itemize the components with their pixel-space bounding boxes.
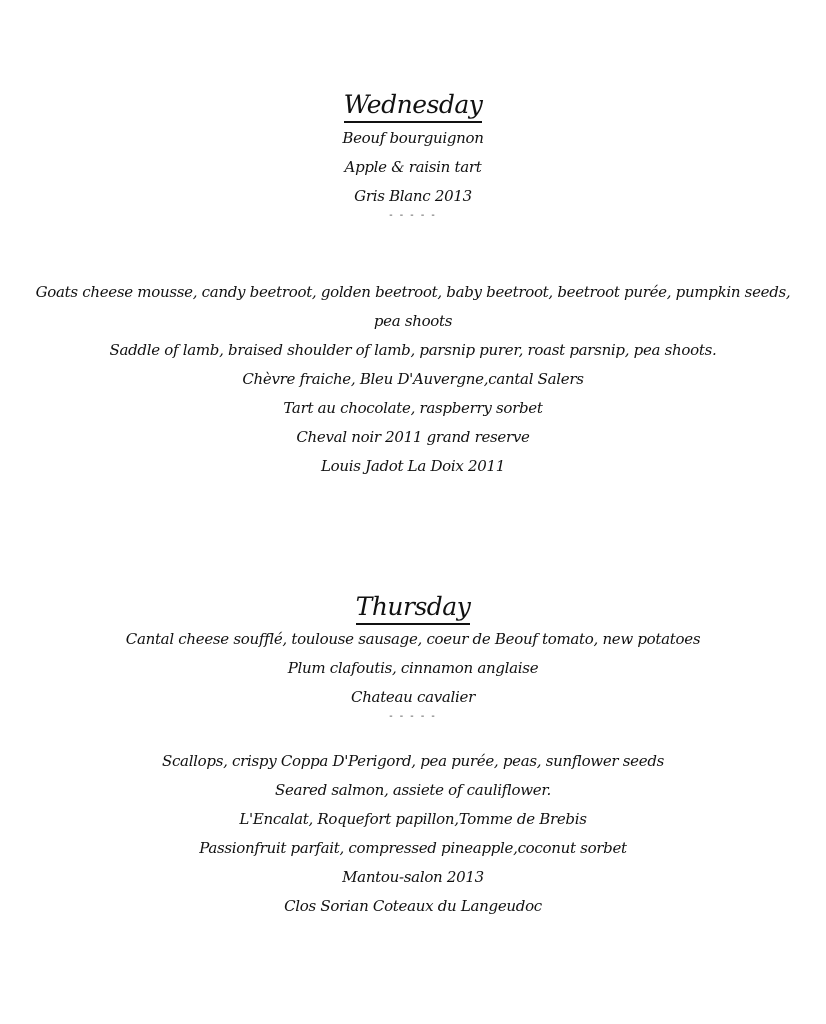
thursday-dinner-item: Clos Sorian Coteaux du Langeudoc [284,897,542,915]
wednesday-lunch-item: Beouf bourguignon [342,129,484,147]
thursday-separator: - - - - - [389,711,437,722]
thursday-section [0,592,826,722]
thursday-lunch-item: Cantal cheese soufflé, toulouse sausage, coeur de Beouf tomato, new potatoes [125,630,701,648]
wednesday-title: Wednesday [344,90,483,123]
wednesday-dinner-item: Saddle of lamb, braised shoulder of lamb, parsnip purer, roast parsnip, pea shoots. [109,341,717,359]
thursday-title: Thursday [356,592,471,625]
thursday-dinner [0,747,826,921]
wednesday-dinner-item: Louis Jadot La Doix 2011 [320,457,506,475]
wednesday-section [0,90,826,221]
wednesday-dinner [0,278,826,481]
wednesday-dinner-item: Tart au chocolate, raspberry sorbet [283,399,543,417]
thursday-dinner-item: Passionfruit parfait, compressed pineapple,coconut sorbet [199,839,627,857]
thursday-lunch-item: Plum clafoutis, cinnamon anglaise [287,659,539,677]
thursday-dinner-item: Mantou-salon 2013 [342,868,484,886]
wednesday-dinner-item: Cheval noir 2011 grand reserve [296,428,530,446]
thursday-lunch-item: Chateau cavalier [351,688,475,706]
wednesday-separator: - - - - - [389,210,437,221]
wednesday-dinner-item: Goats cheese mousse, candy beetroot, golden beetroot, baby beetroot, beetroot purée, pumpkin seeds, [35,283,791,301]
thursday-dinner-item: Scallops, crispy Coppa D'Perigord, pea purée, peas, sunflower seeds [161,752,665,770]
wednesday-dinner-item: Chèvre fraiche, Bleu D'Auvergne,cantal Salers [242,370,584,388]
thursday-dinner-item: L'Encalat, Roquefort papillon,Tomme de Brebis [239,810,587,828]
wednesday-lunch-item: Gris Blanc 2013 [354,187,472,205]
wednesday-dinner-item-continued: pea shoots [373,312,453,330]
wednesday-lunch-item: Apple & raisin tart [344,158,482,176]
thursday-dinner-item: Seared salmon, assiete of cauliflower. [274,781,552,799]
